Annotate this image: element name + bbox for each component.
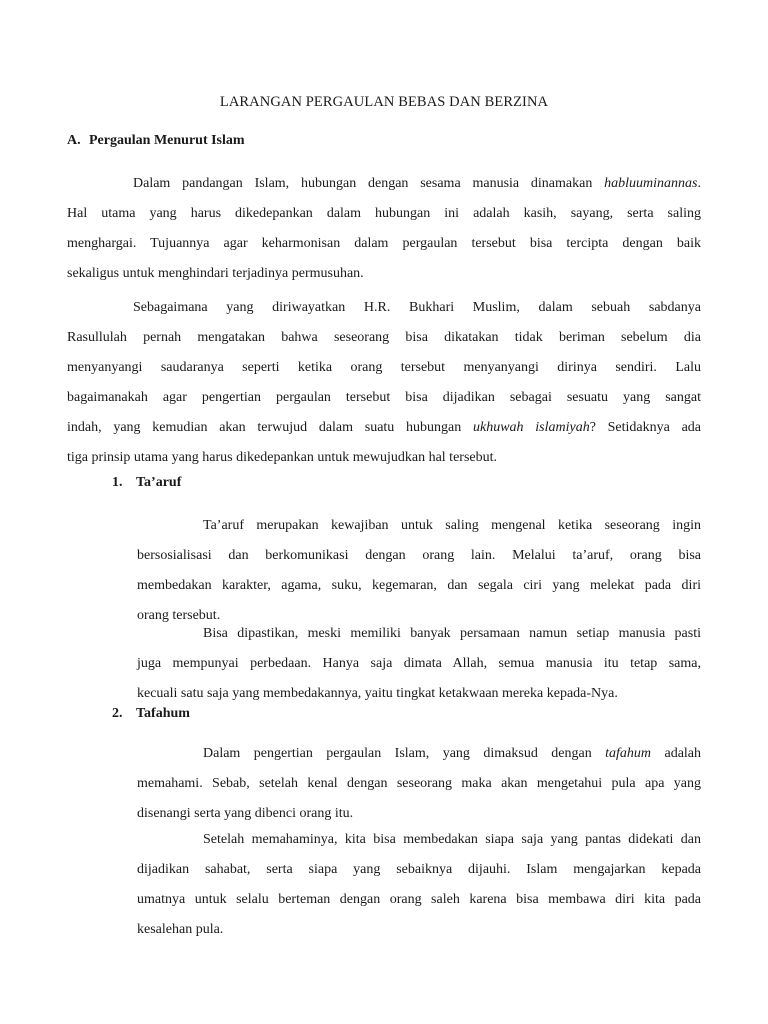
paragraph-taaruf-2: Bisa dipastikan, meski memiliki banyak persamaan namun setiap manusia pasti juga mempunyai perbedaan. Hanya saja dimata Allah, semua manusia itu tetap sama, kecuali satu saja yang membedakannya, yaitu tingkat ketakwaan mereka kepada-Nya. — [137, 626, 701, 701]
subsection-tafahum-heading: 2. Tafahum — [112, 706, 190, 721]
italic-term: habluuminannas — [604, 176, 698, 191]
paragraph-tafahum-2: Setelah memahaminya, kita bisa membedakan siapa saja yang pantas didekati dan dijadikan sahabat, serta siapa yang sebaiknya dijauhi. Islam mengajarkan kepada umatnya untuk selalu berteman dengan orang saleh karena bisa membawa diri kita pada kesalehan pula. — [137, 832, 701, 937]
section-title: Pergaulan Menurut Islam — [89, 133, 245, 148]
paragraph-hablum-minannas: Dalam pandangan Islam, hubungan dengan sesama manusia dinamakan habluuminannas. Hal utama yang harus dikedepankan dalam hubungan ini adalah kasih, sayang, serta saling menghargai. Tujuannya agar keharmonisan dalam pergaulan tersebut bisa tercipta dengan baik sekaligus untuk menghindari terjadinya permusuhan. — [67, 176, 701, 281]
paragraph-tafahum-1: Dalam pengertian pergaulan Islam, yang dimaksud dengan tafahum adalah memahami. Sebab, setelah kenal dengan seseorang maka akan mengetahui pula apa yang disenangi serta yang dibenci orang itu. — [137, 746, 702, 821]
document-title: LARANGAN PERGAULAN BEBAS DAN BERZINA — [219, 94, 549, 110]
paragraph-bukhari-muslim: Sebagaimana yang diriwayatkan H.R. Bukhari Muslim, dalam sebuah sabdanya Rasullulah pernah mengatakan bahwa seseorang bisa dikatakan tidak beriman sebelum dia menyanyangi saudaranya seperti ketika orang tersebut menyanyangi dirinya sendiri. Lalu bagaimanakah agar pengertian pergaulan tersebut bisa dijadikan sebagai sesuatu yang sangat indah, yang kemudian akan terwujud dalam suatu hubungan ukhuwah islamiyah? Setidaknya ada tiga prinsip utama yang harus dikedepankan untuk mewujudkan hal tersebut. — [67, 300, 701, 465]
section-a-heading — [67, 133, 245, 149]
subsection-taaruf-heading: 1. Ta’aruf — [112, 475, 182, 490]
section-number: A. — [67, 133, 81, 148]
italic-term: tafahum — [605, 746, 652, 761]
paragraph-taaruf-1: Ta’aruf merupakan kewajiban untuk saling mengenal ketika seseorang ingin bersosialisasi dan berkomunikasi dengan orang lain. Melalui ta’aruf, orang bisa membedakan karakter, agama, suku, kegemaran, dan segala ciri yang melekat pada diri orang tersebut. — [137, 518, 701, 623]
italic-term: ukhuwah islamiyah — [472, 420, 590, 435]
